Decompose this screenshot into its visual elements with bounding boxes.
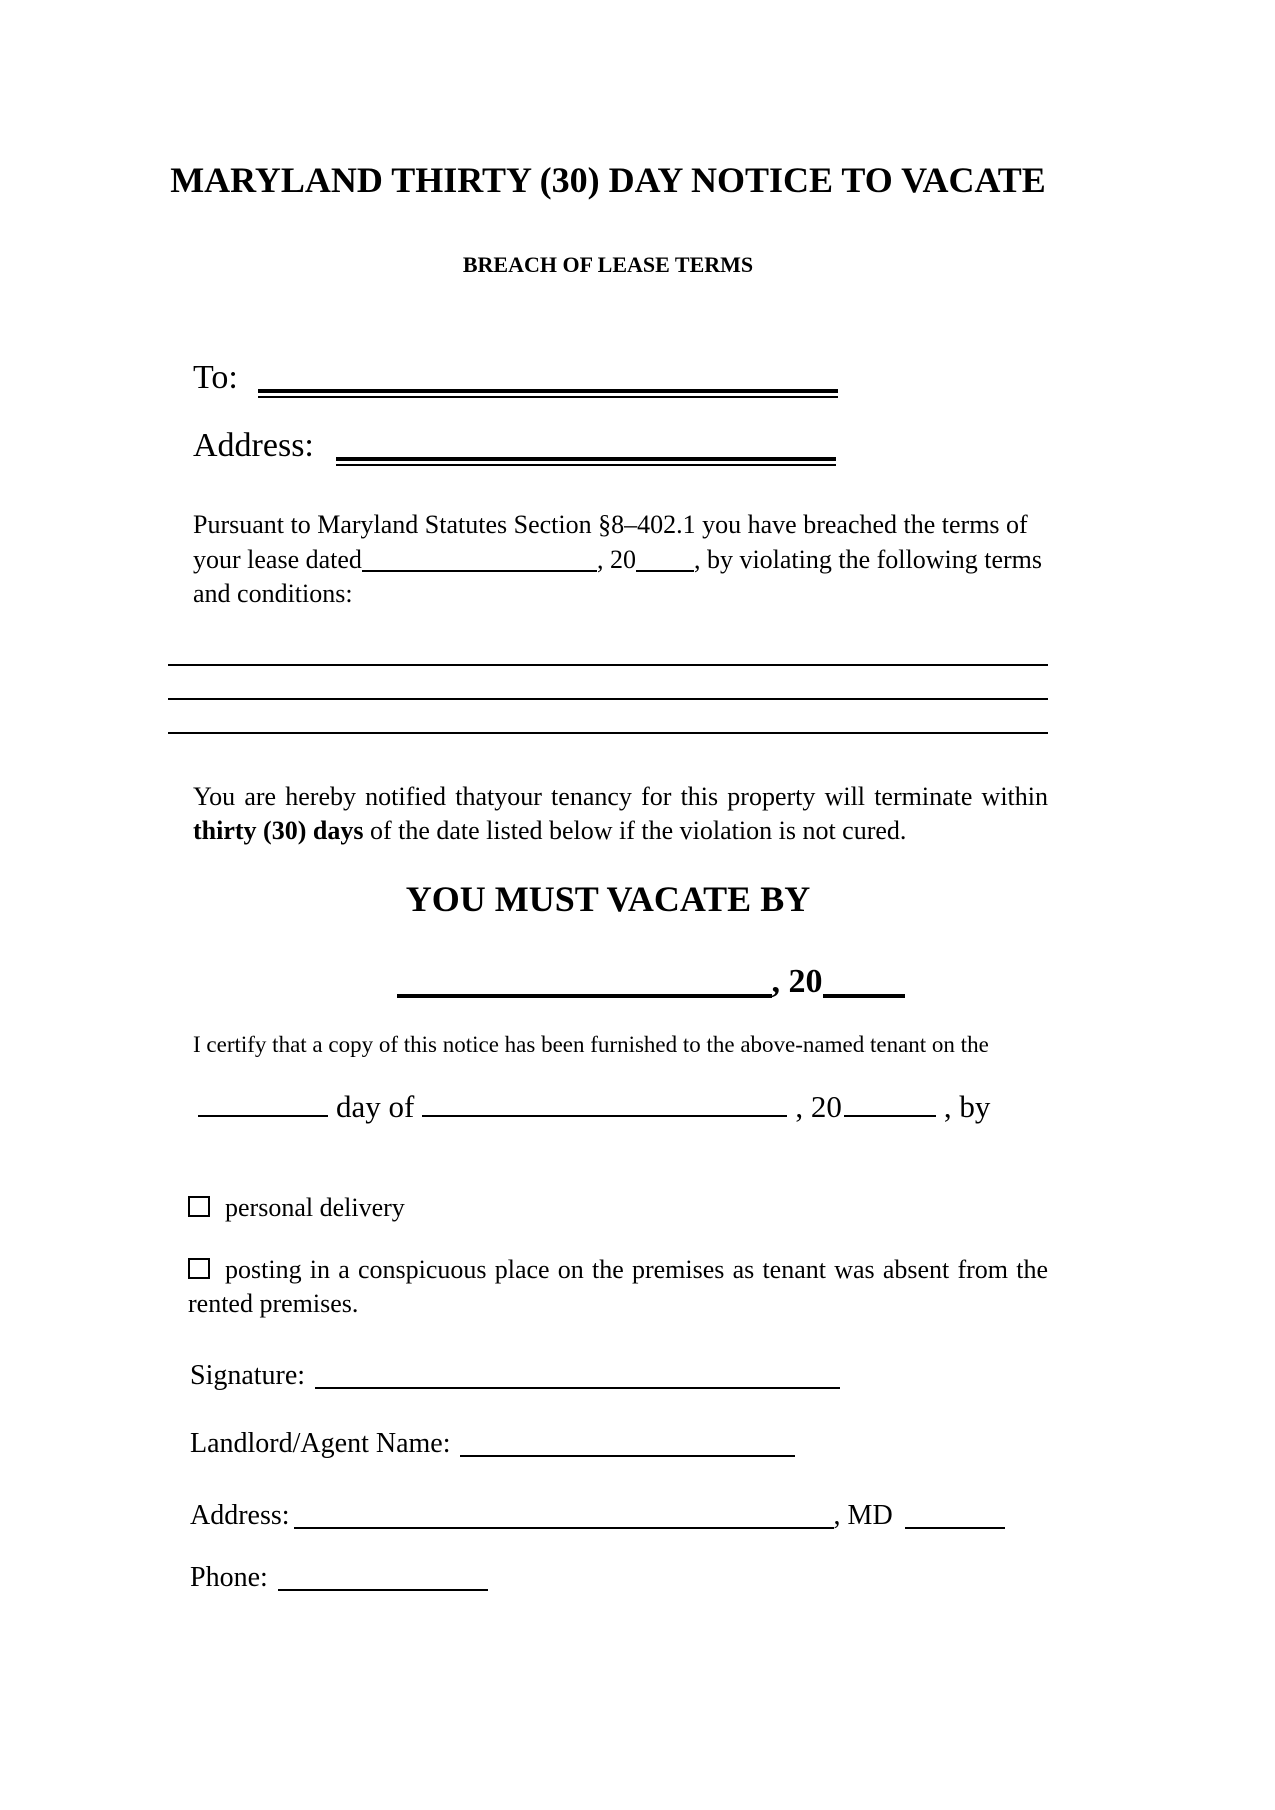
phone-field[interactable] [278,1561,488,1591]
violation-lines [168,664,1048,734]
delivery-method-personal [188,1191,1048,1225]
lease-date-field[interactable] [362,544,597,572]
served-year-field[interactable] [844,1084,936,1117]
breach-paragraph [193,508,1048,612]
phone-label: Phone: [190,1561,268,1593]
landlord-address-label: Address: [190,1499,290,1531]
recipient-address-row [193,424,1048,468]
lease-year-field[interactable] [636,544,694,572]
lease-year-prefix: , 20 [596,544,636,574]
served-by-label: , by [943,1088,991,1124]
breach-paragraph-lead: Pursuant to Maryland Statutes Section §8–402.1 you have breached the terms of your lease dated [193,510,1028,574]
landlord-name-label: Landlord/Agent Name: [190,1427,451,1459]
document-title: MARYLAND THIRTY (30) DAY NOTICE TO VACATE [170,160,1046,200]
served-day-field[interactable] [198,1084,328,1117]
day-of-label: day of [336,1088,415,1124]
landlord-name-field[interactable] [460,1427,795,1457]
delivery-method-posting [188,1253,1048,1321]
posting-checkbox[interactable] [188,1258,210,1279]
vacate-heading: YOU MUST VACATE BY [405,878,811,919]
phone-row [190,1559,1048,1597]
violation-line-2[interactable] [168,698,1048,700]
signature-field[interactable] [315,1359,840,1389]
termination-lead: You are hereby notified thatyour tenancy for this property will terminate within [193,781,1048,811]
served-year-prefix: , 20 [795,1088,842,1124]
landlord-name-row [190,1425,1048,1463]
landlord-address-row [190,1497,1048,1535]
landlord-address-field[interactable] [294,1499,834,1529]
signature-label: Signature: [190,1359,306,1391]
to-label: To: [193,359,238,396]
vacate-date-field[interactable] [397,960,772,998]
vacate-year-prefix: , 20 [771,962,823,1000]
termination-paragraph [193,780,1048,848]
document-subtitle: BREACH OF LEASE TERMS [462,252,754,277]
recipient-to-row [193,356,1048,400]
address-label: Address: [193,427,314,464]
zip-field[interactable] [905,1499,1005,1529]
signature-row [190,1357,1048,1395]
served-month-field[interactable] [422,1084,787,1117]
termination-tail: of the date listed below if the violation is not cured. [363,815,907,845]
breach-paragraph-tail: , by violating the following terms and conditions: [193,544,1043,608]
violation-line-3[interactable] [168,732,1048,734]
address-field[interactable] [336,457,836,466]
vacate-date-row [168,960,1048,1004]
to-field[interactable] [258,389,838,398]
personal-delivery-label: personal delivery [225,1192,405,1222]
posting-label: posting in a conspicuous place on the premises as tenant was absent from the rented premises. [188,1254,1048,1318]
termination-emphasis: thirty (30) days [193,815,364,845]
state-label: , MD [833,1499,893,1531]
violation-line-1[interactable] [168,664,1048,666]
personal-delivery-checkbox[interactable] [188,1196,210,1217]
document-page [168,160,1048,1597]
vacate-year-field[interactable] [823,960,905,998]
service-date-row [198,1084,1048,1127]
certification-statement: I certify that a copy of this notice has been furnished to the above-named tenant on the [193,1031,989,1057]
